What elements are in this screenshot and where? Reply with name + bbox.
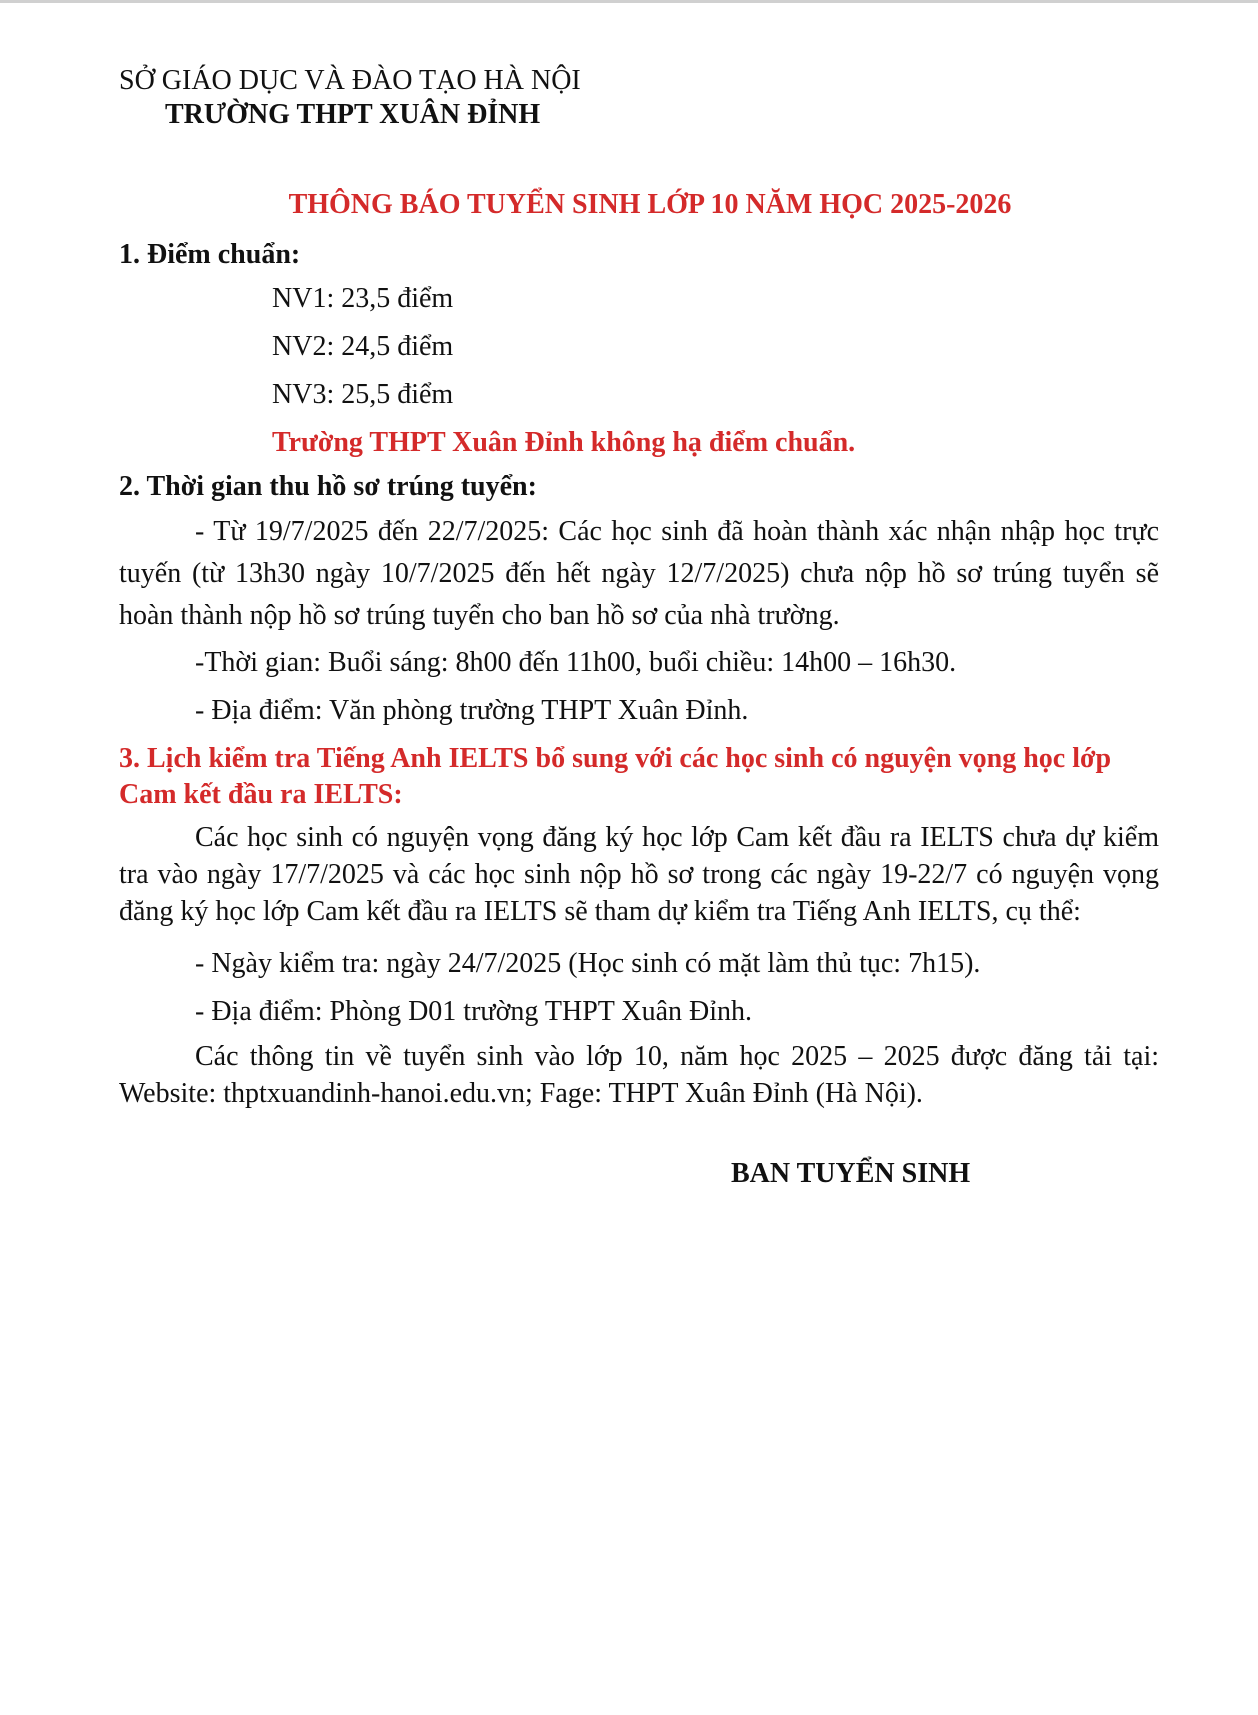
score-nv2: NV2: 24,5 điểm [272, 331, 454, 362]
score-list [119, 275, 1159, 419]
section3-heading: 3. Lịch kiểm tra Tiếng Anh IELTS bổ sung với các học sinh có nguyện vọng học lớp Cam kết đầu ra IELTS: [119, 743, 1112, 810]
section2-paragraph: - Từ 19/7/2025 đến 22/7/2025: Các học sinh đã hoàn thành xác nhận nhập học trực tuyến (từ 13h30 ngày 10/7/2025 đến hết ngày 12/7/2025) chưa nộp hồ sơ trúng tuyển sẽ hoàn thành nộp hồ sơ trúng tuyển cho ban hồ sơ của nhà trường. [119, 516, 1159, 631]
section2-time: -Thời gian: Buổi sáng: 8h00 đến 11h00, buổi chiều: 14h00 – 16h30. [195, 647, 957, 678]
section2-heading: 2. Thời gian thu hồ sơ trúng tuyển: [119, 471, 537, 502]
header-school: TRƯỜNG THPT XUÂN ĐỈNH [165, 99, 541, 130]
header-org: SỞ GIÁO DỤC VÀ ĐÀO TẠO HÀ NỘI [119, 65, 581, 96]
document-title: THÔNG BÁO TUYỂN SINH LỚP 10 NĂM HỌC 2025-2026 [288, 189, 1012, 220]
score-nv3: NV3: 25,5 điểm [272, 379, 454, 410]
section3-info: Các thông tin về tuyển sinh vào lớp 10, năm học 2025 – 2025 được đăng tải tại: Website: thptxuandinh-hanoi.edu.vn; Fage: THPT Xuân Đỉnh (Hà Nội). [119, 1041, 1159, 1109]
document-body [119, 63, 1159, 1192]
section3-date: - Ngày kiểm tra: ngày 24/7/2025 (Học sinh có mặt làm thủ tục: 7h15). [195, 948, 981, 979]
section3-paragraph: Các học sinh có nguyện vọng đăng ký học lớp Cam kết đầu ra IELTS chưa dự kiểm tra vào ngày 17/7/2025 và các học sinh nộp hồ sơ trong các ngày 19-22/7 có nguyện vọng đăng ký học lớp Cam kết đầu ra IELTS sẽ tham dự kiểm tra Tiếng Anh IELTS, cụ thể: [119, 822, 1159, 927]
section2-place: - Địa điểm: Văn phòng trường THPT Xuân Đỉnh. [195, 695, 749, 726]
score-nv1: NV1: 23,5 điểm [272, 283, 454, 314]
section3-place: - Địa điểm: Phòng D01 trường THPT Xuân Đỉnh. [195, 996, 753, 1027]
section1-heading: 1. Điểm chuẩn: [119, 239, 301, 270]
score-note: Trường THPT Xuân Đỉnh không hạ điểm chuẩn. [272, 427, 856, 458]
signature: BAN TUYỂN SINH [731, 1158, 971, 1189]
